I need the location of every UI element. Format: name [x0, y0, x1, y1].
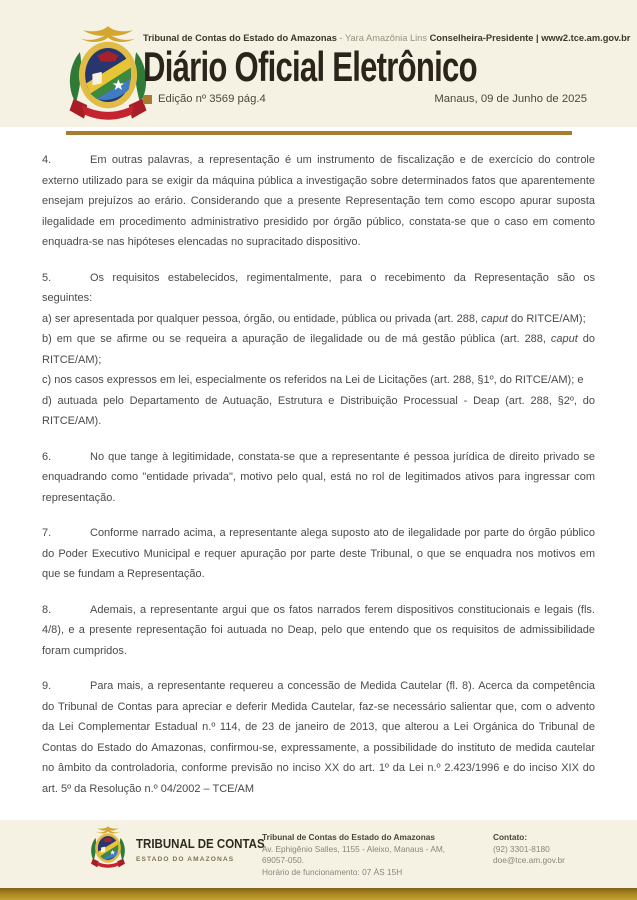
paragraph-5: [42, 268, 595, 309]
paragraph-text: Ademais, a representante argui que os fatos narrados ferem dispositivos constitucionais e legais (fls. 4/8), e a presente representação foi autuada no Deap, pelo que entendo que os requisitos de admissibilidade foram cumpridos.: [42, 603, 595, 657]
footer-email: doe@tce.am.gov.br: [493, 855, 565, 865]
requirement-text: c) nos casos expressos em lei, especialmente os referidos na Lei de Licitações (art. 288, §1º, do RITCE/AM); e: [42, 374, 584, 386]
edition-bullet-icon: [143, 95, 152, 104]
paragraph-6: [42, 447, 595, 509]
paragraph-9: [42, 676, 595, 799]
gazette-header: [0, 0, 637, 127]
masthead: [143, 33, 631, 105]
paragraph-text: No que tange à legitimidade, constata-se que a representante é pessoa jurídica de direito privado se enquadrando como "entidade privada", motivo pelo qual, está no rol de legitimados ativos para ingressar com representação.: [42, 450, 595, 504]
requirement-italic: caput: [481, 312, 508, 325]
paragraph-number: 7.: [42, 527, 52, 539]
footer-address-column: [262, 832, 472, 878]
requirement-item-a: [42, 309, 595, 330]
paragraph-text: Em outras palavras, a representação é um instrumento de fiscalização e de exercício do controle externo utilizado para se exigir da máquina pública a investigação sobre determinados fatos que aparentemente ensejam prejuízos ao erário. Considerando que a presente Representação tem como escopo apurar suposta ilegalidade em procedimento administrativo presidido por órgão público, constata-se que o caso em comento enquadra-se nas hipóteses elencadas no supracitado dispositivo.: [42, 154, 595, 248]
masthead-org-line: [143, 33, 631, 43]
requirement-italic: caput: [550, 333, 578, 345]
paragraph-5-block: [42, 268, 595, 432]
requirement-text: d) autuada pelo Departamento de Autuação, Estrutura e Distribuição Processual - Deap (art. 288, §2º, do RITCE/AM).: [42, 394, 595, 427]
footer-contact-column: [493, 832, 623, 867]
tce-footer-coat-of-arms-icon: [85, 824, 131, 872]
requirement-text: do RITCE/AM);: [508, 312, 586, 325]
footer-phone: (92) 3301-8180: [493, 843, 550, 854]
paragraph-4: [42, 150, 595, 253]
document-body: [42, 150, 595, 814]
edition-row: [143, 93, 587, 105]
gazette-footer: [0, 820, 637, 888]
footer-org-name: Tribunal de Contas do Estado do Amazonas: [262, 832, 436, 842]
paragraph-number: 4.: [42, 154, 52, 166]
place-date: Manaus, 09 de Junho de 2025: [434, 93, 587, 105]
paragraph-7: [42, 523, 595, 585]
paragraph-text: Os requisitos estabelecidos, regimentalmente, para o recebimento da Representação são os seguintes:: [42, 271, 595, 304]
footer-brand: [136, 835, 276, 863]
footer-contact-label: Contato:: [493, 832, 528, 842]
edition-info: [143, 93, 266, 105]
gazette-title: Diário Oficial Eletrônico: [143, 43, 477, 90]
requirement-item-d: [42, 391, 595, 432]
paragraph-number: 6.: [42, 450, 52, 463]
paragraph-text: Para mais, a representante requereu a concessão de Medida Cautelar (fl. 8). Acerca da competência do Tribunal de Contas para apreciar e deferir Medida Cautelar, faz-se necessário salientar que, com o advento da Lei Complementar Estadual n.º 114, de 23 de janeiro de 2013, que alterou a Lei Orgánica do Tribunal de Contas do Estado do Amazonas, confirmou-se, expressamente, a possibilidade do instituto de medida cautelar no âmbito da controladoria, conforme previsão no inciso XX do art. 1º da Lei n.º 2.423/1996 e do inciso XIX do art. 5º da Resolução n.º 04/2002 – TCE/AM: [42, 680, 595, 795]
requirement-item-c: [42, 370, 595, 391]
footer-hours: Horário de funcionamento: 07 ÀS 15H: [262, 866, 403, 877]
requirement-text: b) em que se afirme ou se requeira a apuração de ilegalidade ou de má gestão pública (art. 288,: [42, 333, 551, 345]
paragraph-number: 5.: [42, 271, 52, 284]
requirement-text: do RITCE/AM);: [42, 333, 595, 366]
footer-brand-title: TRIBUNAL DE CONTAS: [136, 837, 265, 851]
footer-address: Av. Ephigênio Salles, 1155 - Aleixo, Manaus - AM, 69057-050.: [262, 843, 446, 865]
footer-brand-subtitle: ESTADO DO AMAZONAS: [136, 856, 235, 863]
paragraph-8: [42, 600, 595, 662]
paragraph-number: 9.: [42, 680, 52, 692]
paragraph-number: 8.: [42, 603, 52, 616]
requirement-item-b: [42, 329, 595, 370]
edition-label: Edição nº 3569 pág.4: [158, 93, 266, 105]
requirement-text: a) ser apresentada por qualquer pessoa, órgão, ou entidade, pública ou privada (art. 288,: [42, 312, 482, 325]
header-divider-bar: [66, 131, 572, 135]
footer-bottom-gold-bar: [0, 888, 637, 900]
org-separator: -: [336, 33, 345, 43]
paragraph-text: Conforme narrado acima, a representante alega suposto ato de ilegalidade por parte do órgão público do Poder Executivo Municipal e requer apuração por parte deste Tribunal, o que se enquadra nos motivos em que se fundam a Representação.: [42, 527, 595, 580]
president-name: Yara Amazônia Lins: [345, 33, 427, 43]
org-name: Tribunal de Contas do Estado do Amazonas: [143, 33, 337, 43]
president-title-and-url: Conselheira-Presidente | www2.tce.am.gov.br: [427, 33, 631, 43]
